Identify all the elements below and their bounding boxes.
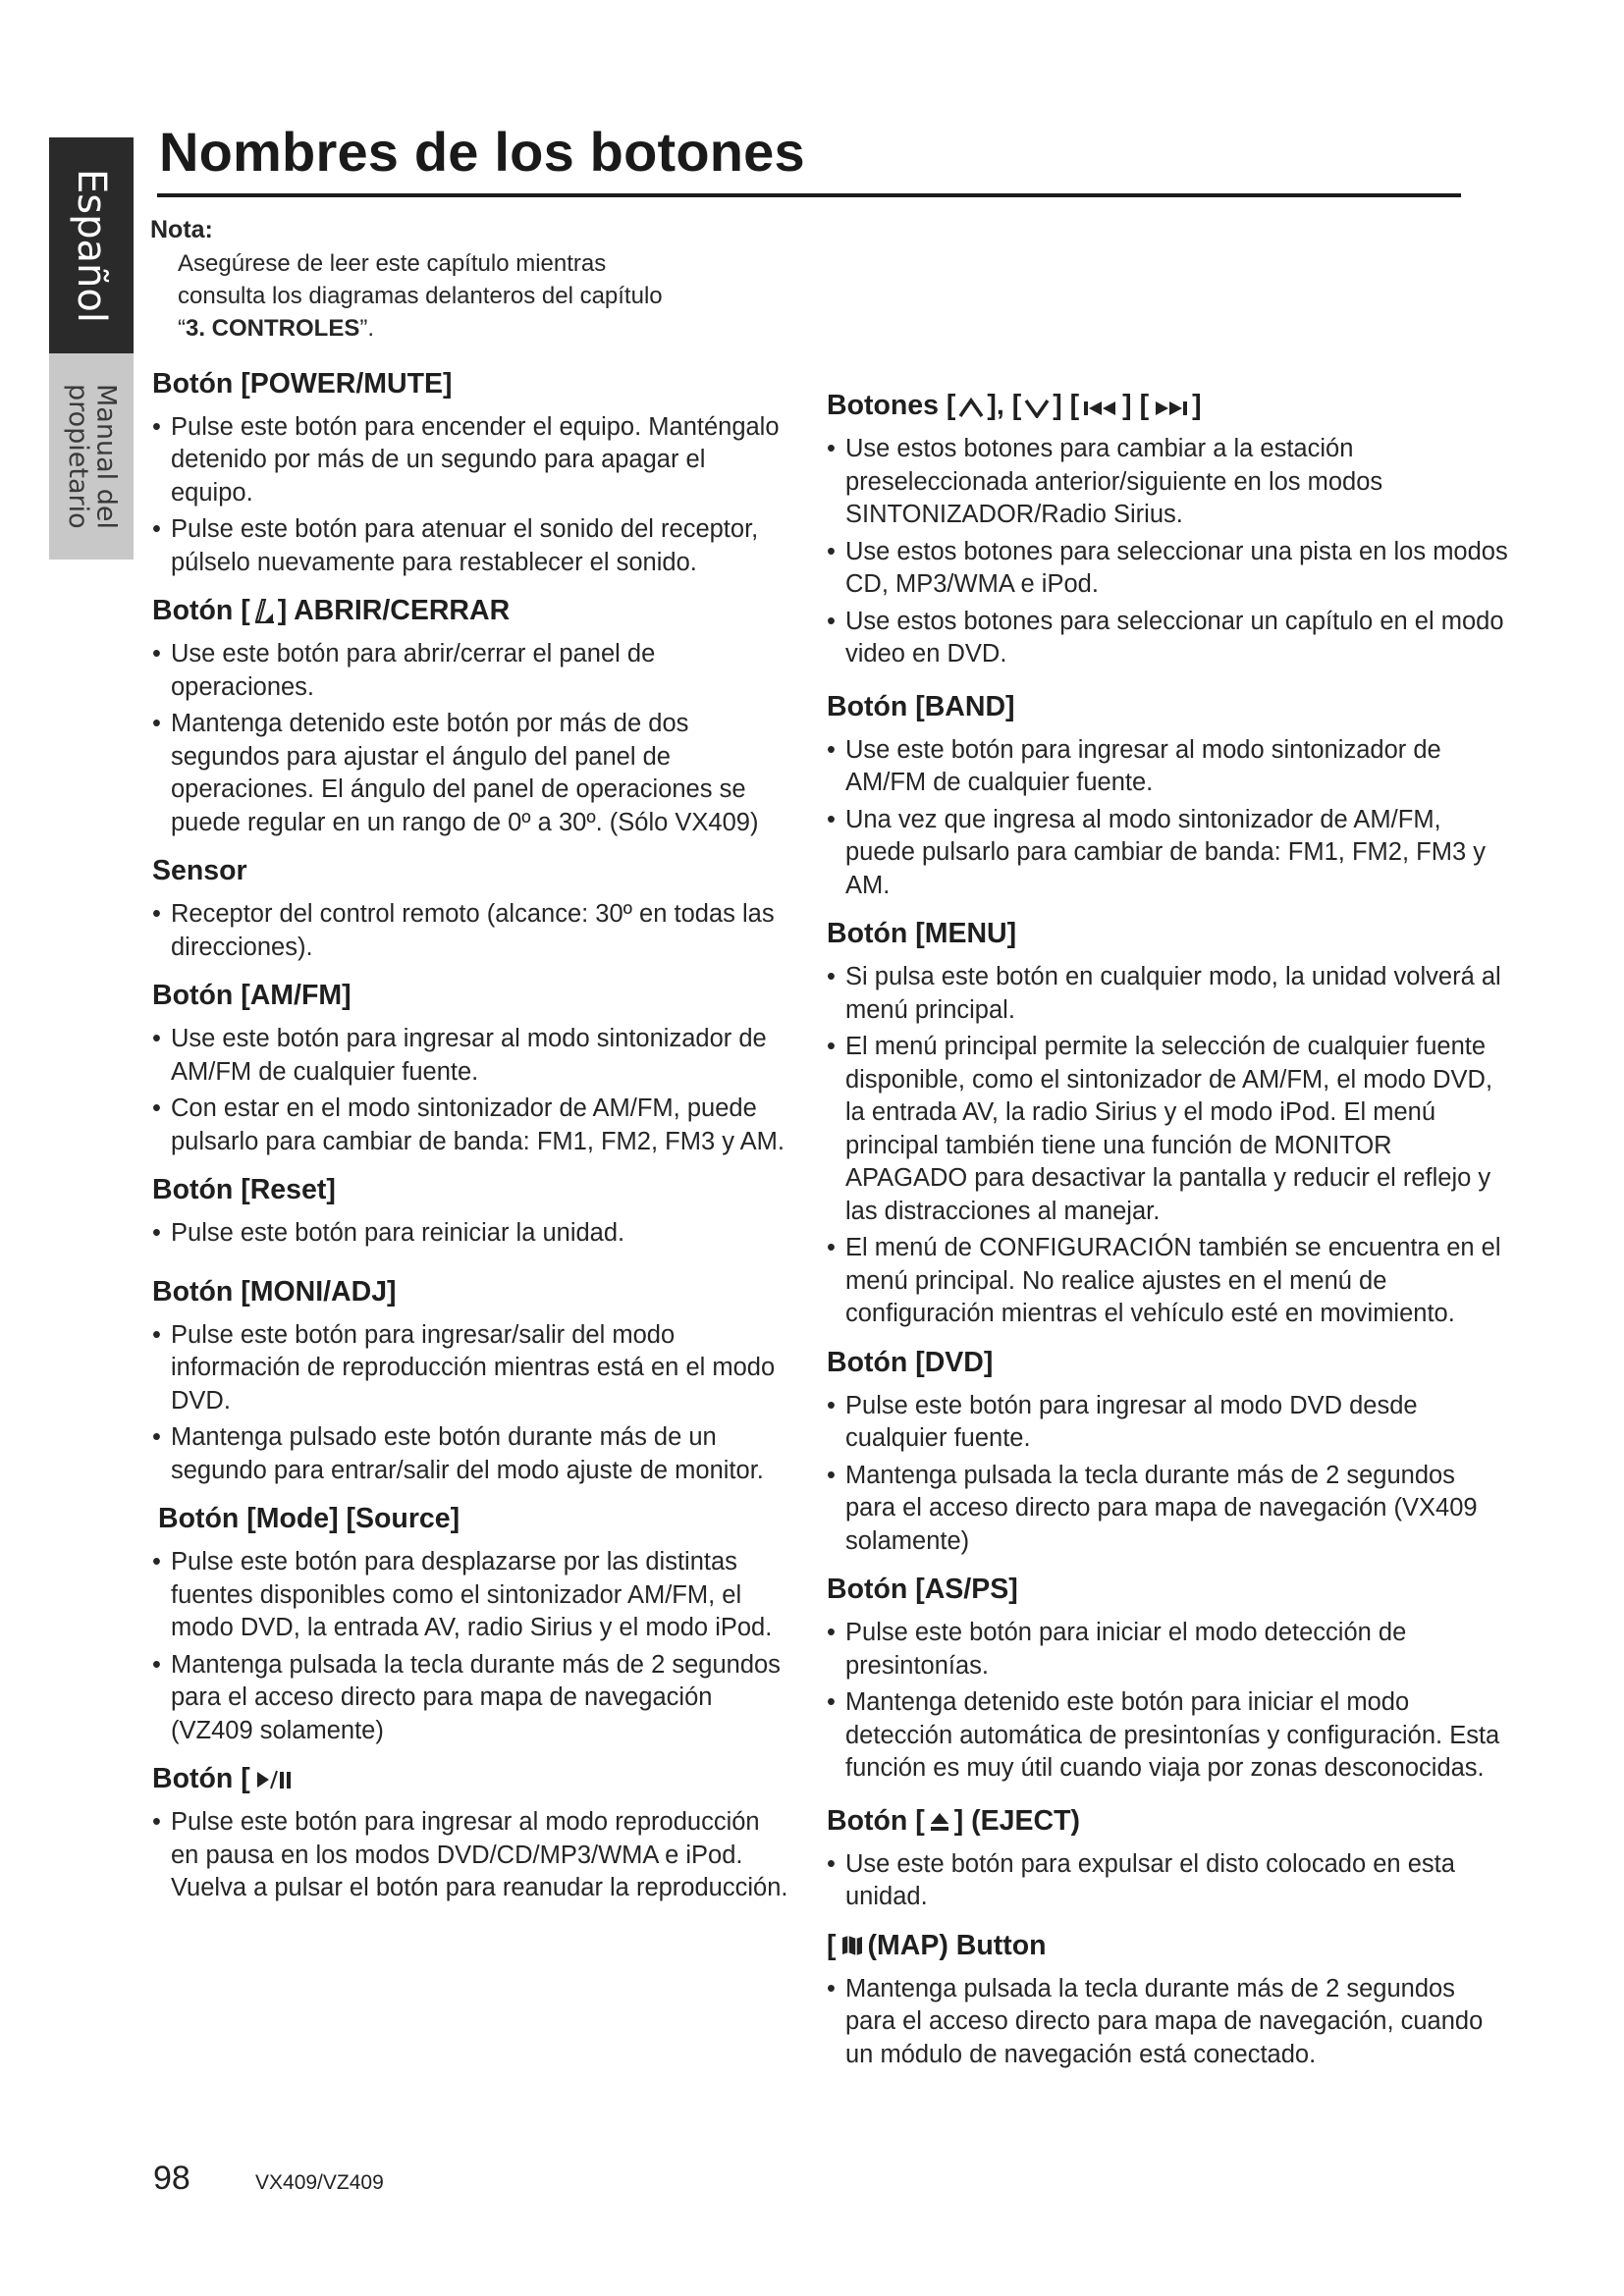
list-eject [825,1848,1512,1914]
list-item: • Pulse este botón para encender el equipo. Manténgalo detenido por más de un segundo para apagar el equipo. [150,411,788,510]
list-item: • Mantenga pulsada la tecla durante más de 2 segundos para el acceso directo para mapa de navegación (VZ409 solamente) [150,1649,788,1748]
list-power-mute [150,411,788,580]
list-item: • Pulse este botón para ingresar al modo reproducción en pausa en los modos DVD/CD/MP3/WMA e iPod. Vuelva a pulsar el botón para reanudar la reproducción. [150,1806,788,1905]
list-item: • Pulse este botón para desplazarse por las distintas fuentes disponibles como el sintonizador AM/FM, el modo DVD, la entrada AV, radio Sirius y el modo iPod. [150,1546,788,1645]
page-number: 98 [153,2160,190,2197]
manual-line-2: propietario [63,384,93,529]
list-item: • Si pulsa este botón en cualquier modo, la unidad volverá al menú principal. [825,961,1512,1027]
heading-updown-sep1: ], [ [987,390,1022,421]
note-line-1: Asegúrese de leer este capítulo mientras [178,249,607,277]
heading-open-close [152,593,788,628]
page-title: Nombres de los botones [159,121,805,183]
list-item: • Pulse este botón para iniciar el modo detección de presintonías. [825,1617,1512,1682]
list-item: • Mantenga pulsada la tecla durante más de 2 segundos para el acceso directo para mapa de navegación (VX409 solamente) [825,1460,1512,1559]
note-line-2: consulta los diagramas delanteros del capítulo [178,282,663,309]
heading-map-post: (MAP) Button [867,1929,1047,1961]
list-item: • Use este botón para ingresar al modo sintonizador de AM/FM de cualquier fuente. [825,734,1512,800]
note-label: Nota: [150,216,213,243]
manual-line-1: Manual del [90,384,122,529]
list-item: • Una vez que ingresa al modo sintonizador de AM/FM, puede pulsarlo para cambiar de banda: FM1, FM2, FM3 y AM. [825,804,1512,903]
heading-updown-sep3: ] [ [1122,390,1150,421]
down-icon [1024,397,1050,418]
list-item: • Use este botón para abrir/cerrar el panel de operaciones. [150,638,788,704]
heading-dvd: Botón [DVD] [827,1346,994,1378]
heading-sensor: Sensor [152,855,247,886]
list-item: • Use estos botones para seleccionar una pista en los modos CD, MP3/WMA e iPod. [825,536,1512,602]
heading-band: Botón [BAND] [827,690,1015,722]
list-mode-source [150,1546,788,1747]
list-up-down-skip [825,433,1512,671]
map-icon [839,1933,865,1958]
heading-moni-adj: Botón [MONI/ADJ] [152,1275,397,1308]
heading-up-down-skip [827,388,1512,423]
model-number: VX409/VZ409 [255,2171,384,2194]
note-quote-close: ”. [359,314,375,342]
note-chapter: 3. CONTROLES [186,314,360,342]
play-pause-icon [253,1768,293,1791]
list-open-close [150,638,788,839]
list-item: • Use estos botones para cambiar a la estación preseleccionada anterior/siguiente en los modos SINTONIZADOR/Radio Sirius. [825,433,1512,532]
list-item: • Con estar en el modo sintonizador de AM/FM, puede pulsarlo para cambiar de banda: FM1, FM2, FM3 y AM. [150,1093,788,1158]
list-item: • Mantenga detenido este botón por más de dos segundos para ajustar el ángulo del panel de operaciones. El ángulo del panel de operaciones se puede regular en un rango de 0º a 30º. (Sólo VX409) [150,708,788,839]
list-item: • Pulse este botón para ingresar/salir del modo información de reproducción mientras está en el modo DVD. [150,1319,788,1418]
eject-icon [928,1810,951,1834]
list-item: • Receptor del control remoto (alcance: 30º en todas las direcciones). [150,898,788,964]
list-item: • Pulse este botón para reiniciar la unidad. [150,1217,788,1251]
skip-forward-icon [1152,399,1189,418]
list-item: • Use este botón para ingresar al modo sintonizador de AM/FM de cualquier fuente. [150,1023,788,1089]
list-dvd [825,1390,1512,1559]
heading-open-close-post: ] ABRIR/CERRAR [277,595,511,626]
language-label: Español [69,168,114,323]
note-text [178,247,788,345]
heading-power-mute: Botón [POWER/MUTE] [152,367,453,400]
list-as-ps [825,1617,1512,1786]
list-menu [825,961,1512,1331]
heading-updown-pre: Botones [ [827,390,956,421]
list-item: • El menú de CONFIGURACIÓN también se encuentra en el menú principal. No realice ajustes en el menú de configuración mientras el vehículo esté en movimiento. [825,1232,1512,1331]
heading-am-fm: Botón [AM/FM] [152,980,352,1011]
list-play-pause [150,1806,788,1905]
manual-tab [49,353,134,560]
title-divider [157,193,1461,197]
panel-open-icon [253,598,275,623]
manual-label [64,384,120,529]
heading-play-pause-pre: Botón [ [152,1763,250,1794]
list-band [825,734,1512,903]
list-map [825,1973,1512,2072]
heading-reset: Botón [Reset] [152,1174,336,1205]
heading-map [827,1928,1512,1963]
list-item: • Pulse este botón para ingresar al modo DVD desde cualquier fuente. [825,1390,1512,1456]
language-tab [49,137,134,353]
list-item: • Mantenga pulsada la tecla durante más de 2 segundos para el acceso directo para mapa de navegación, cuando un módulo de navegación está conectado. [825,1973,1512,2072]
heading-eject [827,1803,1512,1839]
heading-open-close-pre: Botón [ [152,595,250,626]
list-item: • Mantenga detenido este botón para iniciar el modo detección automática de presintonías y configuración. Esta función es muy útil cuando viaja por zonas desconocidas. [825,1686,1512,1786]
heading-updown-sep2: ] [ [1053,390,1080,421]
list-am-fm [150,1023,788,1158]
list-item: • Use este botón para expulsar el disto colocado en esta unidad. [825,1848,1512,1914]
list-item: • El menú principal permite la selección de cualquier fuente disponible, como el sintonizador de AM/FM, el modo DVD, la entrada AV, la radio Sirius y el modo iPod. El menú principal también tiene una función de MONITOR APAGADO para desactivar la pantalla y reducir el reflejo y las distracciones al manejar. [825,1031,1512,1228]
heading-play-pause [152,1761,788,1796]
left-column [150,214,788,1909]
note-quote-open: “ [178,314,186,342]
list-moni-adj [150,1319,788,1488]
heading-as-ps: Botón [AS/PS] [827,1574,1018,1605]
heading-menu: Botón [MENU] [827,918,1017,949]
heading-eject-pre: Botón [ [827,1804,925,1837]
heading-updown-post: ] [1192,390,1202,421]
heading-map-pre: [ [827,1929,837,1961]
skip-back-icon [1082,399,1119,418]
list-sensor [150,898,788,964]
list-item: • Mantenga pulsado este botón durante más de un segundo para entrar/salir del modo ajuste de monitor. [150,1421,788,1487]
list-item: • Pulse este botón para atenuar el sonido del receptor, púlselo nuevamente para restablecer el sonido. [150,513,788,579]
list-item: • Use estos botones para seleccionar un capítulo en el modo video en DVD. [825,606,1512,671]
heading-eject-post: ] (EJECT) [953,1804,1080,1837]
right-column [825,388,1512,2075]
up-icon [958,397,984,418]
list-reset [150,1217,788,1251]
heading-mode-source: Botón [Mode] [Source] [158,1503,460,1534]
